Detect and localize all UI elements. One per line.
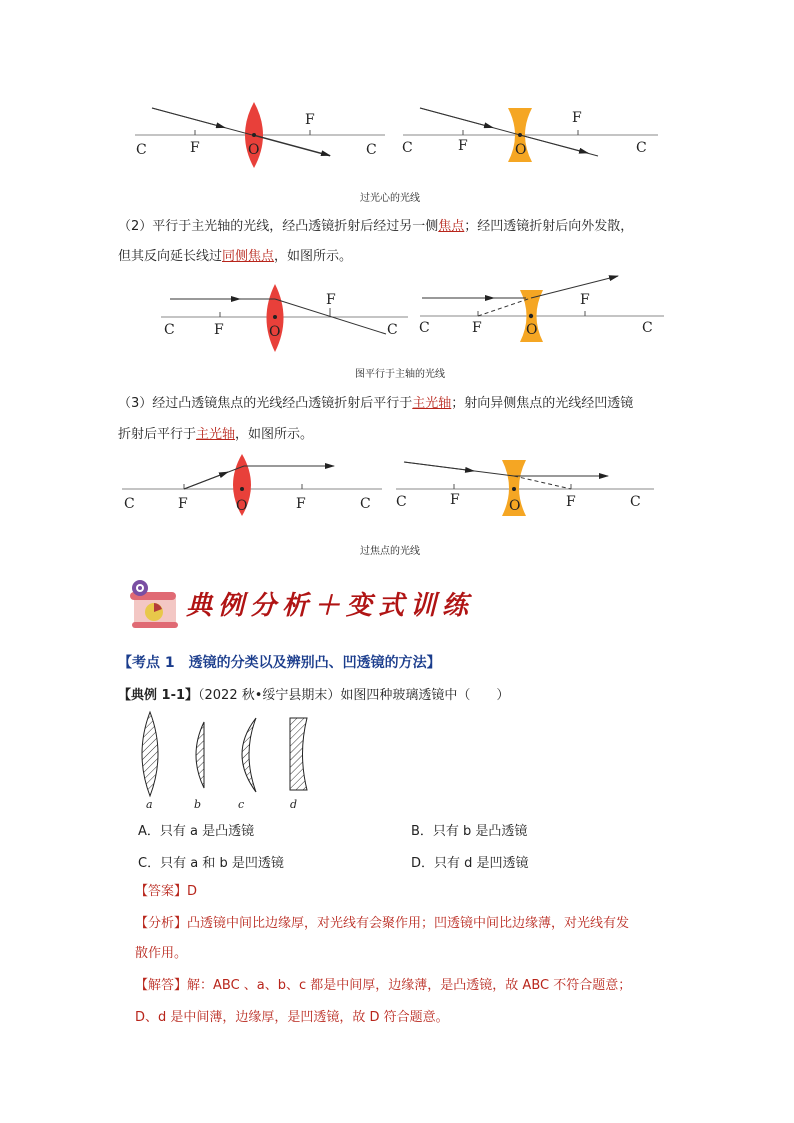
label-o: O [526, 322, 538, 338]
label-o: O [515, 142, 527, 158]
solution-line-2: D、d 是中间薄，边缘厚，是凹透镜，故 D 符合题意。 [135, 1010, 449, 1025]
label-f: F [178, 496, 188, 512]
label-f: F [296, 496, 306, 512]
option-b[interactable]: B．只有 b 是凸透镜 [411, 824, 528, 839]
highlight-term: 同侧焦点 [222, 249, 275, 264]
label-o: O [269, 324, 281, 340]
scroll-icon [124, 578, 182, 630]
label-c: C [642, 320, 653, 336]
label-o: O [236, 498, 248, 514]
label-f: F [326, 292, 336, 308]
label-c: C [366, 142, 377, 158]
solution-line-1: 【解答】解：ABC 、a、b、c 都是中间厚，边缘薄，是凸透镜，故 ABC 不符合题意； [135, 978, 632, 993]
label-f: F [214, 322, 224, 338]
label-f: F [580, 292, 590, 308]
analysis-line-2: 散作用。 [135, 946, 188, 961]
lens-c [242, 718, 256, 792]
topic-heading: 【考点 1 透镜的分类以及辨别凸、凹透镜的方法】 [118, 655, 441, 671]
answer-line: 【答案】D [135, 884, 198, 899]
paragraph-3-line-2: 折射后平行于主光轴，如图所示。 [118, 427, 314, 442]
label-c: C [387, 322, 398, 338]
analysis-line-1: 【分析】凸透镜中间比边缘厚，对光线有会聚作用；凹透镜中间比边缘薄，对光线有发 [135, 916, 630, 931]
label-c: C [419, 320, 430, 336]
option-c[interactable]: C．只有 a 和 b 是凹透镜 [138, 856, 284, 871]
figure-caption: 图平行于主轴的光线 [355, 369, 445, 380]
figure-focal-concave [392, 452, 658, 518]
label-f: F [472, 320, 482, 336]
highlight-term: 主光轴 [196, 427, 236, 442]
label-c: C [402, 140, 413, 156]
label-c: C [360, 496, 371, 512]
figure-optical-center-convex [130, 100, 390, 170]
glass-lens-figure [130, 708, 320, 812]
highlight-term: 主光轴 [412, 396, 452, 411]
label-o: O [248, 142, 260, 158]
lens-label: c [238, 798, 245, 811]
figure-parallel-concave [416, 274, 666, 356]
label-f: F [305, 112, 315, 128]
figure-optical-center-concave [398, 100, 660, 170]
figure-parallel-convex [158, 282, 410, 354]
label-f: F [458, 138, 468, 154]
label-c: C [636, 140, 647, 156]
lens-d [290, 718, 307, 790]
label-c: C [164, 322, 175, 338]
lens-label: a [146, 798, 153, 811]
figure-caption: 过光心的光线 [360, 193, 420, 204]
figure-focal-convex [120, 452, 384, 518]
figure-caption: 过焦点的光线 [360, 546, 420, 557]
label-f: F [572, 110, 582, 126]
lens-b [196, 722, 204, 788]
label-c: C [124, 496, 135, 512]
example-question: 【典例 1-1】（2022 秋•绥宁县期末）如图四种玻璃透镜中（ ） [118, 688, 510, 703]
option-d[interactable]: D．只有 d 是凹透镜 [411, 856, 529, 871]
label-o: O [509, 498, 521, 514]
highlight-term: 焦点 [438, 219, 465, 234]
paragraph-3-line-1: （3）经过凸透镜焦点的光线经凸透镜折射后平行于主光轴；射向异侧焦点的光线经凹透镜 [118, 396, 634, 411]
lens-label: b [194, 798, 202, 811]
lens-a [142, 712, 158, 796]
label-f: F [566, 494, 576, 510]
lens-label: d [290, 798, 298, 811]
label-f: F [450, 492, 460, 508]
paragraph-2-line-1: （2）平行于主光轴的光线，经凸透镜折射后经过另一侧焦点；经凹透镜折射后向外发散， [118, 219, 634, 234]
paragraph-2-line-2: 但其反向延长线过同侧焦点，如图所示。 [118, 249, 353, 264]
section-banner-title: 典例分析＋变式训练 [186, 591, 475, 621]
label-c: C [136, 142, 147, 158]
option-a[interactable]: A．只有 a 是凸透镜 [138, 824, 255, 839]
label-c: C [630, 494, 641, 510]
label-f: F [190, 140, 200, 156]
label-c: C [396, 494, 407, 510]
